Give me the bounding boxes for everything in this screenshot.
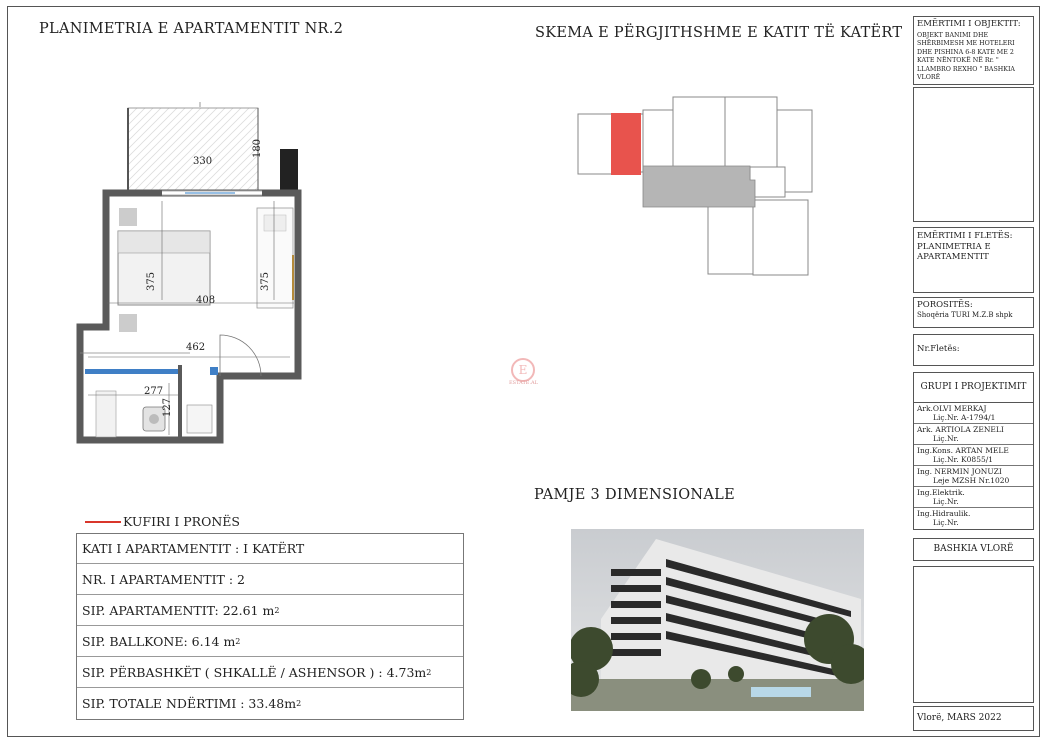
title-block-sheet-name: EMËRTIMI I FLETËS: PLANIMETRIA E APARTAMENTIT [913,227,1034,293]
scheme-title: SKEMA E PËRGJITHSHME E KATIT TË KATËRT [535,25,903,41]
team-member: Ing.Elektrik. Liç.Nr. [914,487,1033,508]
info-area-common: SIP. PËRBASHKËT ( SHKALLË / ASHENSOR ) : 4.73m 2 [77,657,463,688]
balcony-area [128,108,258,193]
title-block-municipality: BASHKIA VLORË [913,538,1034,561]
dim-room-width: 408 [196,295,216,306]
legend-label: KUFIRI I PRONËS [123,514,240,529]
common-area [643,166,755,207]
property-line-swatch [85,521,121,523]
nightstand-bottom [119,314,137,332]
title-block-date: Vlorë, MARS 2022 [913,706,1034,731]
nightstand-top [119,208,137,226]
info-apartment-no: NR. I APARTAMENTIT : 2 [77,564,463,595]
title-block-sheet-no: Nr.Fletës: [913,334,1034,366]
title-block-blank-1 [913,87,1034,222]
apartment-floor-plan [70,95,310,445]
chimney-block [280,149,298,193]
info-floor: KATI I APARTAMENTIT : I KATËRT [77,534,463,564]
dim-bath-width: 277 [144,386,164,397]
dim-bath-depth: 127 [162,397,174,418]
team-member: Ark. ARTIOLA ZENELI Liç.Nr. [914,424,1033,445]
title-block-client: POROSITËS: Shoqëria TURI M.Z.B shpk [913,297,1034,328]
info-area-apartment: SIP. APARTAMENTIT: 22.61 m 2 [77,595,463,626]
title-block-blank-2 [913,566,1034,703]
entry-door [220,335,261,376]
shower [96,391,116,437]
toilet [187,405,212,433]
team-member: Ing.Hidraulik. Liç.Nr. [917,509,971,527]
dim-room-depth-right: 375 [260,271,272,292]
title-block-object: EMËRTIMI I OBJEKTIT: OBJEKT BANIMI DHE SHËRBIMESH ME HOTELERI DHE PISHINA 6-8 KATE ME 2 KATE NËNTOKË NË Rr. " LLAMBRO REXHO " BASHKIA VLORË [913,16,1034,85]
plan-title: PLANIMETRIA E APARTAMENTIT NR.2 [39,21,344,37]
team-member: Ing. NERMIN JONUZI Leje MZSH Nr.1020 [914,466,1033,487]
dim-corridor-width: 462 [186,342,206,353]
dim-room-depth-left: 375 [146,271,158,292]
watermark-text: ESTATE.AL [509,380,538,386]
building-3d-render [571,529,864,711]
title-block-team-title: GRUPI I PROJEKTIMIT [913,372,1034,403]
team-member: Ark.OLVI MERKAJ Liç.Nr. A-1794/1 [914,403,1033,424]
kitchen-counter [85,369,180,374]
highlighted-apartment [611,113,641,175]
floor-scheme-diagram [570,92,820,282]
apartment-info-table [76,533,464,720]
watermark-logo-icon: E [511,358,535,382]
dim-balcony-width: 330 [193,156,213,167]
info-area-balcony: SIP. BALLKONE: 6.14 m 2 [77,626,463,657]
dim-balcony-depth: 180 [252,138,264,159]
team-member: Ing.Kons. ARTAN MELE Liç.Nr. K0855/1 [914,445,1033,466]
info-area-total: SIP. TOTALE NDËRTIMI : 33.48m 2 [82,696,302,711]
title-block-team [913,402,1034,530]
view3d-title: PAMJE 3 DIMENSIONALE [534,487,735,503]
